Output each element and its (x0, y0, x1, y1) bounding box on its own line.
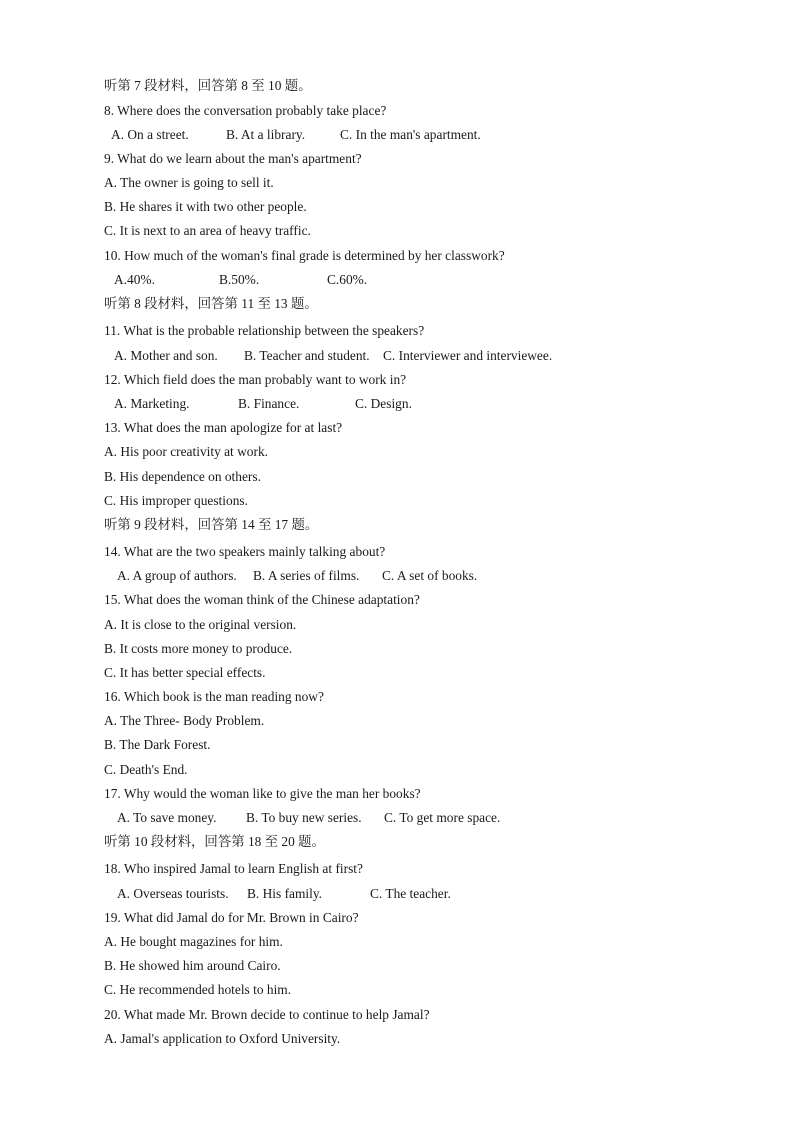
question-19-stem: 19. What did Jamal do for Mr. Brown in Cairo? (104, 910, 359, 925)
question-9-option-c: C. It is next to an area of heavy traffic. (104, 223, 311, 238)
question-14-option-c: C. A set of books. (382, 568, 478, 583)
question-11-option-a: A. Mother and son. (114, 348, 218, 363)
question-20-stem: 20. What made Mr. Brown decide to continue to help Jamal? (104, 1007, 430, 1022)
section-heading-7: 听第 7 段材料，回答第 8 至 10 题。 (104, 78, 312, 93)
question-19-option-c: C. He recommended hotels to him. (104, 982, 292, 997)
question-14-stem: 14. What are the two speakers mainly talking about? (104, 544, 386, 559)
question-10-option-b: B.50%. (219, 272, 260, 287)
question-16-stem: 16. Which book is the man reading now? (104, 689, 324, 704)
question-12-stem: 12. Which field does the man probably want to work in? (104, 372, 407, 387)
question-13-option-c: C. His improper questions. (104, 493, 248, 508)
question-8-option-a: A. On a street. (111, 127, 189, 142)
question-9-option-a: A. The owner is going to sell it. (104, 175, 274, 190)
question-17-option-a: A. To save money. (117, 810, 217, 825)
question-18-option-c: C. The teacher. (370, 886, 451, 901)
question-9-option-b: B. He shares it with two other people. (104, 199, 307, 214)
question-19-option-b: B. He showed him around Cairo. (104, 958, 281, 973)
question-14-option-a: A. A group of authors. (117, 568, 237, 583)
section-heading-10: 听第 10 段材料，回答第 18 至 20 题。 (104, 834, 325, 849)
question-16-option-a: A. The Three- Body Problem. (104, 713, 265, 728)
section-heading-9: 听第 9 段材料，回答第 14 至 17 题。 (104, 517, 319, 532)
section-heading-8: 听第 8 段材料，回答第 11 至 13 题。 (104, 296, 318, 311)
question-16-option-b: B. The Dark Forest. (104, 737, 211, 752)
question-11-stem: 11. What is the probable relationship between the speakers? (104, 323, 425, 338)
question-15-option-b: B. It costs more money to produce. (104, 641, 293, 656)
question-11-option-b: B. Teacher and student. (244, 348, 370, 363)
question-13-option-a: A. His poor creativity at work. (104, 444, 268, 459)
question-15-option-a: A. It is close to the original version. (104, 617, 297, 632)
question-18-option-a: A. Overseas tourists. (117, 886, 229, 901)
question-12-option-b: B. Finance. (238, 396, 300, 411)
question-16-option-c: C. Death's End. (104, 762, 188, 777)
question-19-option-a: A. He bought magazines for him. (104, 934, 283, 949)
question-8-option-c: C. In the man's apartment. (340, 127, 481, 142)
question-12-option-c: C. Design. (355, 396, 412, 411)
question-10-option-c: C.60%. (327, 272, 368, 287)
question-17-option-c: C. To get more space. (384, 810, 501, 825)
question-17-stem: 17. Why would the woman like to give the man her books? (104, 786, 421, 801)
question-20-option-a: A. Jamal's application to Oxford University. (104, 1031, 341, 1046)
question-9-stem: 9. What do we learn about the man's apartment? (104, 151, 362, 166)
question-8-stem: 8. Where does the conversation probably take place? (104, 103, 387, 118)
question-17-option-b: B. To buy new series. (246, 810, 362, 825)
question-13-stem: 13. What does the man apologize for at last? (104, 420, 343, 435)
question-11-option-c: C. Interviewer and interviewee. (383, 348, 553, 363)
question-14-option-b: B. A series of films. (253, 568, 360, 583)
question-13-option-b: B. His dependence on others. (104, 469, 261, 484)
question-12-option-a: A. Marketing. (114, 396, 190, 411)
question-10-option-a: A.40%. (114, 272, 155, 287)
question-18-stem: 18. Who inspired Jamal to learn English at first? (104, 861, 363, 876)
question-15-stem: 15. What does the woman think of the Chinese adaptation? (104, 592, 420, 607)
question-18-option-b: B. His family. (247, 886, 323, 901)
question-15-option-c: C. It has better special effects. (104, 665, 266, 680)
question-8-option-b: B. At a library. (226, 127, 306, 142)
question-10-stem: 10. How much of the woman's final grade is determined by her classwork? (104, 248, 505, 263)
